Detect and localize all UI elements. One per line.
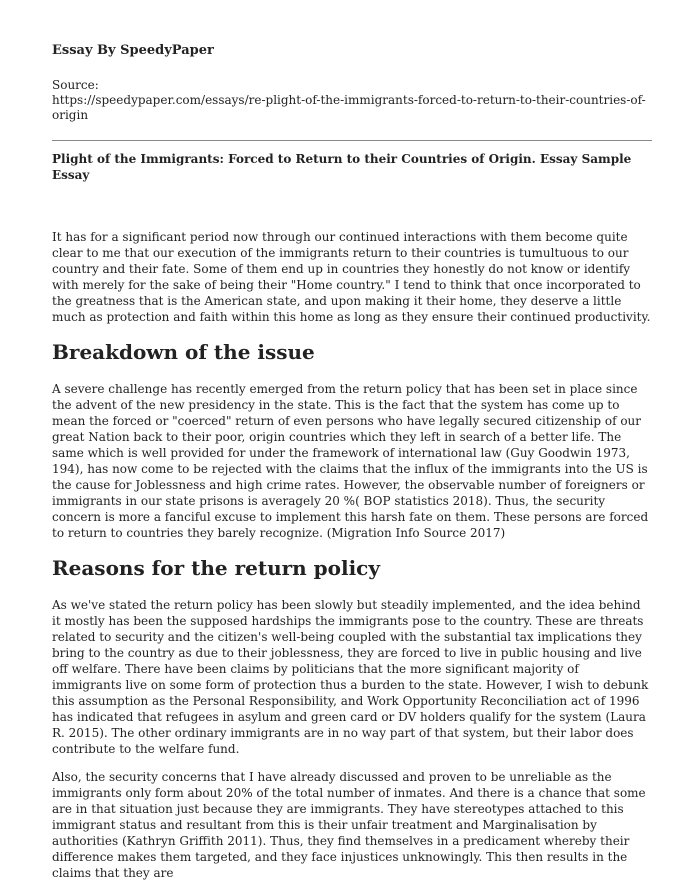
essay-title: Plight of the Immigrants: Forced to Return to their Countries of Origin. Essay Sample Essay xyxy=(52,152,632,182)
section-heading-reasons: Reasons for the return policy xyxy=(52,556,380,580)
section-heading-breakdown: Breakdown of the issue xyxy=(52,340,315,364)
document-header-title: Essay By SpeedyPaper xyxy=(52,43,214,58)
intro-paragraph: It has for a significant period now through our continued interactions with them become quite clear to me that our execution of the immigrants return to their countries is tumultuous to our country and their fate. Some of them end up in countries they honestly do not know or identify with merely for the sake of being their "Home country." I tend to think that once incorporated to the greatness that is the American state, and upon making it their home, they deserve a little much as protection and faith within this home as long as they ensure their continued productivity. xyxy=(52,230,651,324)
source-url: https://speedypaper.com/essays/re-plight-of-the-immigrants-forced-to-return-to-their-countries-of-origin xyxy=(52,93,646,122)
reasons-paragraph-1: As we've stated the return policy has been slowly but steadily implemented, and the idea behind it mostly has been the supposed hardships the immigrants pose to the country. These are threats related to security and the citizen's well-being coupled with the substantial tax implications they bring to the country as due to their joblessness, they are forced to live in public housing and live off welfare. There have been claims by politicians that the more significant majority of immigrants live on some form of protection thus a burden to the state. However, I wish to debunk this assumption as the Personal Responsibility, and Work Opportunity Reconciliation act of 1996 has indicated that refugees in asylum and green card or DV holders qualify for the system (Laura R. 2015). The other ordinary immigrants are in no way part of that system, but their labor does contribute to the welfare fund. xyxy=(52,598,649,756)
header-divider xyxy=(52,140,652,141)
breakdown-paragraph: A severe challenge has recently emerged from the return policy that has been set in place since the advent of the new presidency in the state. This is the fact that the system has come up to mean the forced or "coerced" return of even persons who have legally secured citizenship of our great Nation back to their poor, origin countries which they left in search of a better life. The same which is well provided for under the framework of international law (Guy Goodwin 1973, 194), has now come to be rejected with the claims that the influx of the immigrants into the US is the cause for Joblessness and high crime rates. However, the observable number of foreigners or immigrants in our state prisons is averagely 20 %( BOP statistics 2018). Thus, the security concern is more a fanciful excuse to implement this harsh fate on them. These persons are forced to return to countries they barely recognize. (Migration Info Source 2017) xyxy=(52,382,649,540)
document-page xyxy=(52,42,652,881)
reasons-paragraph-2: Also, the security concerns that I have already discussed and proven to be unreliable as the immigrants only form about 20% of the total number of inmates. And there is a chance that some are in that situation just because they are immigrants. They have stereotypes attached to this immigrant status and resultant from this is their unfair treatment and Marginalisation by authorities (Kathryn Griffith 2011). Thus, they find themselves in a predicament whereby their difference makes them targeted, and they face injustices unknowingly. This then results in the claims that they are xyxy=(52,770,646,880)
source-label: Source: xyxy=(52,78,99,92)
